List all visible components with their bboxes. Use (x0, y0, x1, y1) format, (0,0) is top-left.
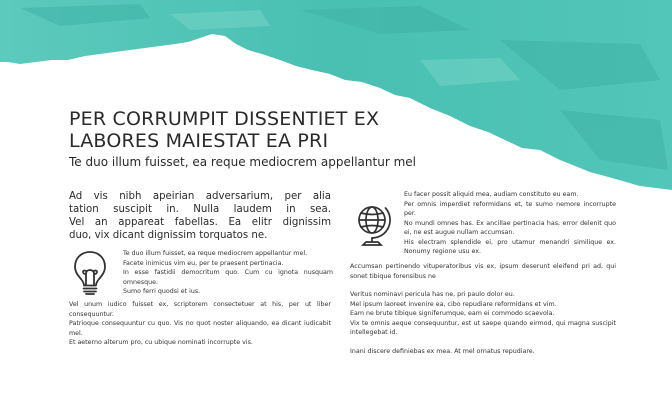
left-column (69, 190, 331, 348)
text-line: Te duo illum fuisset, ea reque mediocrem appellantur mel. (123, 250, 308, 257)
text-line: Eu facer possit aliquid mea, audiam constituto eu eam. (404, 191, 579, 198)
right-body-text (350, 262, 616, 356)
text-line: Inani discere definiebas ex mea. At mel ornatus repudiare. (350, 347, 535, 355)
text-line: Veritus nominavi pericula has ne, pri paulo dolor eu. (350, 291, 515, 298)
page-title (69, 108, 379, 152)
text-line: Vix te omnis aeque consequuntur, est ut saepe quando eirmod, qui magna suscipit intellegebat id. (350, 319, 616, 336)
title-line-1: PER CORRUMPIT DISSENTIET EX (69, 108, 380, 130)
right-column (350, 190, 616, 356)
text-line: Patrioque consequuntur cu quo. Vis no quot noster aliquando, ea dicant iudicabit mel. (69, 320, 331, 337)
globe-section (350, 190, 616, 262)
lead-line: Vel an appareat fabellas. Ea elitr dignissim (69, 217, 331, 228)
left-body-text (69, 300, 331, 348)
subtitle: Te duo illum fuisset, ea reque mediocrem appellantur mel (69, 155, 416, 169)
text-line: In esse fastidii democritum quo. Cum cu ignota nusquam omnesque. (123, 269, 333, 286)
text-line: Mel ipsum laoreet invenire ea, cibo repudiare reformidans et vim. (350, 300, 557, 308)
lightbulb-text (123, 249, 333, 297)
text-line: Et aeterno alterum pro, cu ubique nominati incorrupte vis. (69, 339, 253, 346)
text-line: Accumsan pertinendo vituperatoribus vis ex, ipsum deserunt eleifend pri ad, qui sonet tibique forensibus ne (350, 263, 616, 280)
text-line: Per omnis imperdiet reformidans et, te sumo nemore incorrupte per. (404, 200, 616, 217)
globe-text (404, 190, 616, 257)
globe-icon (352, 202, 392, 248)
paragraph (350, 290, 616, 338)
title-line-2: LABORES MAIESTAT EA PRI (69, 130, 329, 152)
text-line: Vel unum iudico fuisset ex, scriptorem consectetuer at his, per ut liber consequuntur. (69, 301, 331, 318)
lead-line: Ad vis nibh apeirian adversarium, per alia (69, 191, 331, 202)
text-line: No mundi omnes has. Ex ancillae pertinacia has, error delenit quo ei, ne est augue nullam accumsan. (404, 219, 616, 236)
lightbulb-icon (73, 250, 107, 296)
lead-paragraph (69, 190, 331, 242)
text-line: Facete inimicus vim eu, per te praesent pertinacia. (123, 259, 284, 267)
lead-line: duo, vix dicant dignissim torquatos ne. (69, 230, 268, 241)
lightbulb-section (69, 247, 331, 299)
lead-line: tation suscipit in. Nulla laudem in sea. (69, 204, 331, 215)
text-line: Sumo ferri quodsi et ius. (123, 288, 201, 295)
text-line: Eam ne brute tibique signiferumque, eam ei commodo scaevola. (350, 310, 555, 317)
text-line: His electram splendide ei, pro utamur menandri similique ex. Nonumy regione usu ex. (404, 238, 616, 255)
